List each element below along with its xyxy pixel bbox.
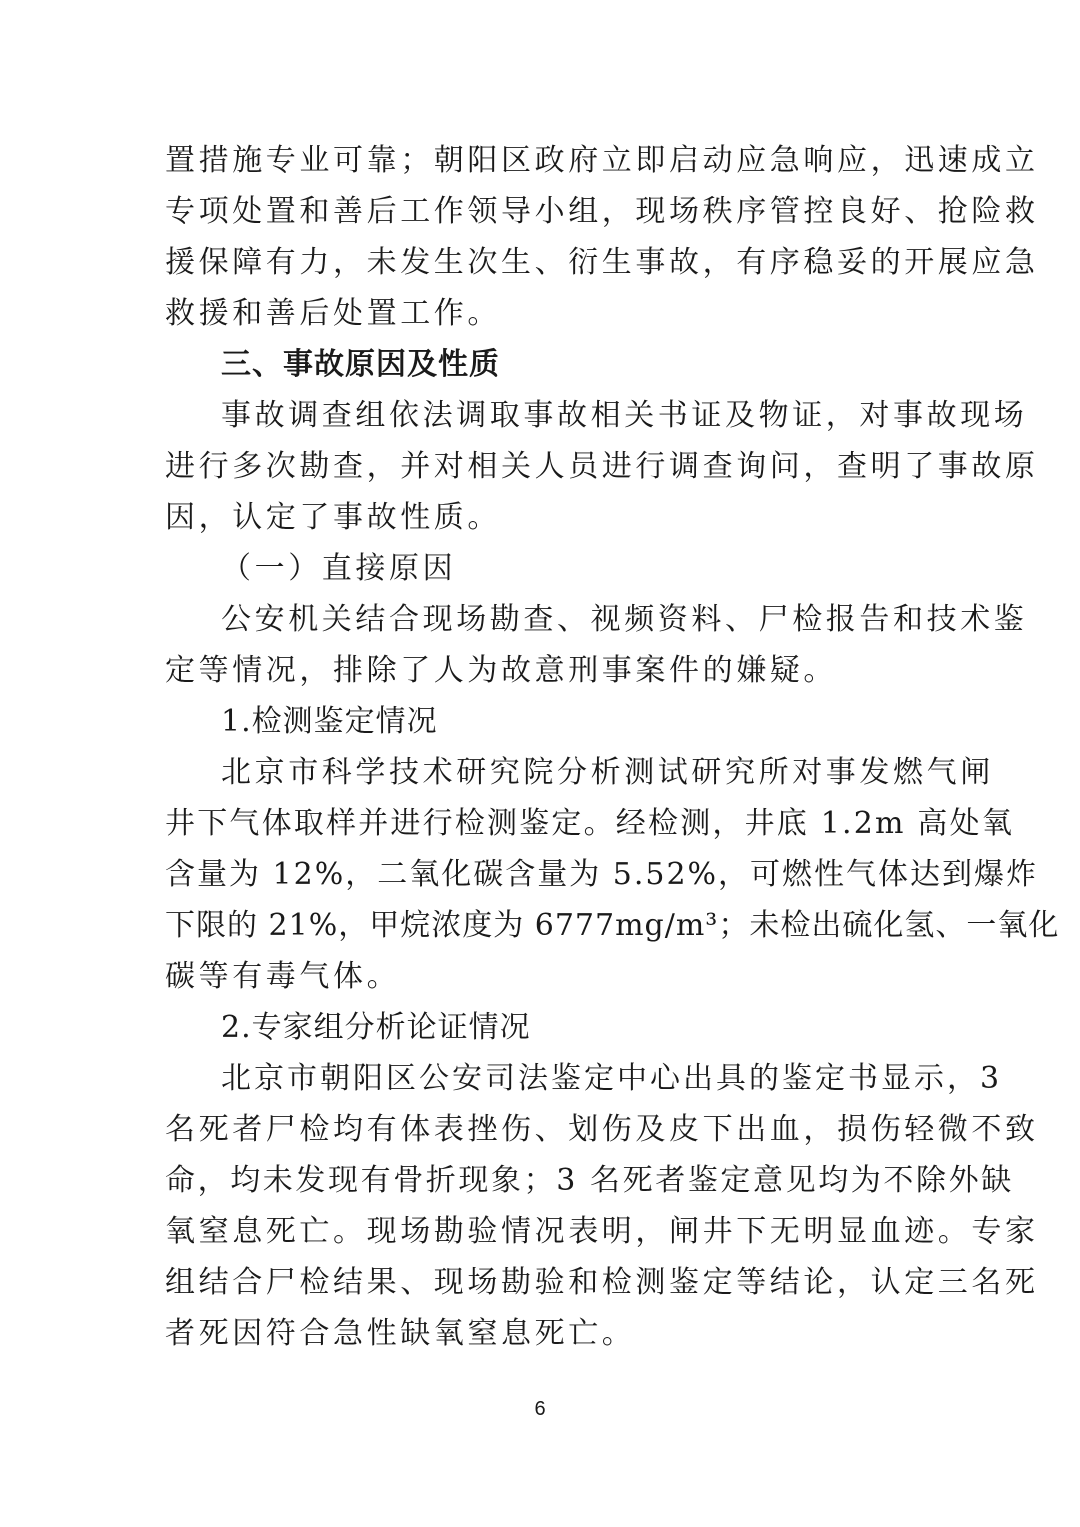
paragraph-line: 名死者尸检均有体表挫伤、划伤及皮下出血，损伤轻微不致: [165, 1112, 1039, 1147]
paragraph-line: 者死因符合急性缺氧窒息死亡。: [165, 1316, 636, 1351]
paragraph-line: 含量为 12%，二氧化碳含量为 5.52%，可燃性气体达到爆炸: [165, 857, 1039, 892]
paragraph-line: 事故调查组依法调取事故相关书证及物证，对事故现场: [221, 398, 1028, 433]
paragraph-line: 因，认定了事故性质。: [165, 500, 501, 535]
paragraph-line: 援保障有力，未发生次生、衍生事故，有序稳妥的开展应急: [165, 245, 1039, 280]
paragraph-line: 专项处置和善后工作领导小组，现场秩序管控良好、抢险救: [165, 194, 1039, 229]
paragraph-line: 下限的 21%，甲烷浓度为 6777mg/m³；未检出硫化氢、一氧化: [165, 908, 1060, 943]
paragraph-line: 碳等有毒气体。: [165, 959, 401, 994]
paragraph-line: 北京市朝阳区公安司法鉴定中心出具的鉴定书显示，3: [221, 1061, 1003, 1096]
section-heading: 三、事故原因及性质: [221, 347, 500, 382]
paragraph-line: 公安机关结合现场勘查、视频资料、尸检报告和技术鉴: [221, 602, 1028, 637]
subsection-heading: （一）直接原因: [221, 551, 457, 586]
paragraph-line: 置措施专业可靠；朝阳区政府立即启动应急响应，迅速成立: [165, 143, 1039, 178]
paragraph-line: 组结合尸检结果、现场勘验和检测鉴定等结论，认定三名死: [165, 1265, 1039, 1300]
numbered-heading: 1.检测鉴定情况: [221, 704, 438, 739]
paragraph-line: 进行多次勘查，并对相关人员进行调查询问，查明了事故原: [165, 449, 1039, 484]
paragraph-line: 定等情况，排除了人为故意刑事案件的嫌疑。: [165, 653, 837, 688]
paragraph-line: 救援和善后处置工作。: [165, 296, 501, 331]
paragraph-line: 北京市科学技术研究院分析测试研究所对事发燃气闸: [221, 755, 994, 790]
page-number: 6: [534, 1398, 546, 1420]
paragraph-line: 命，均未发现有骨折现象；3 名死者鉴定意见均为不除外缺: [165, 1163, 1014, 1198]
paragraph-line: 氧窒息死亡。现场勘验情况表明，闸井下无明显血迹。专家: [165, 1214, 1039, 1249]
paragraph-line: 井下气体取样并进行检测鉴定。经检测，井底 1.2m 高处氧: [165, 806, 1015, 841]
numbered-heading: 2.专家组分析论证情况: [221, 1010, 531, 1045]
